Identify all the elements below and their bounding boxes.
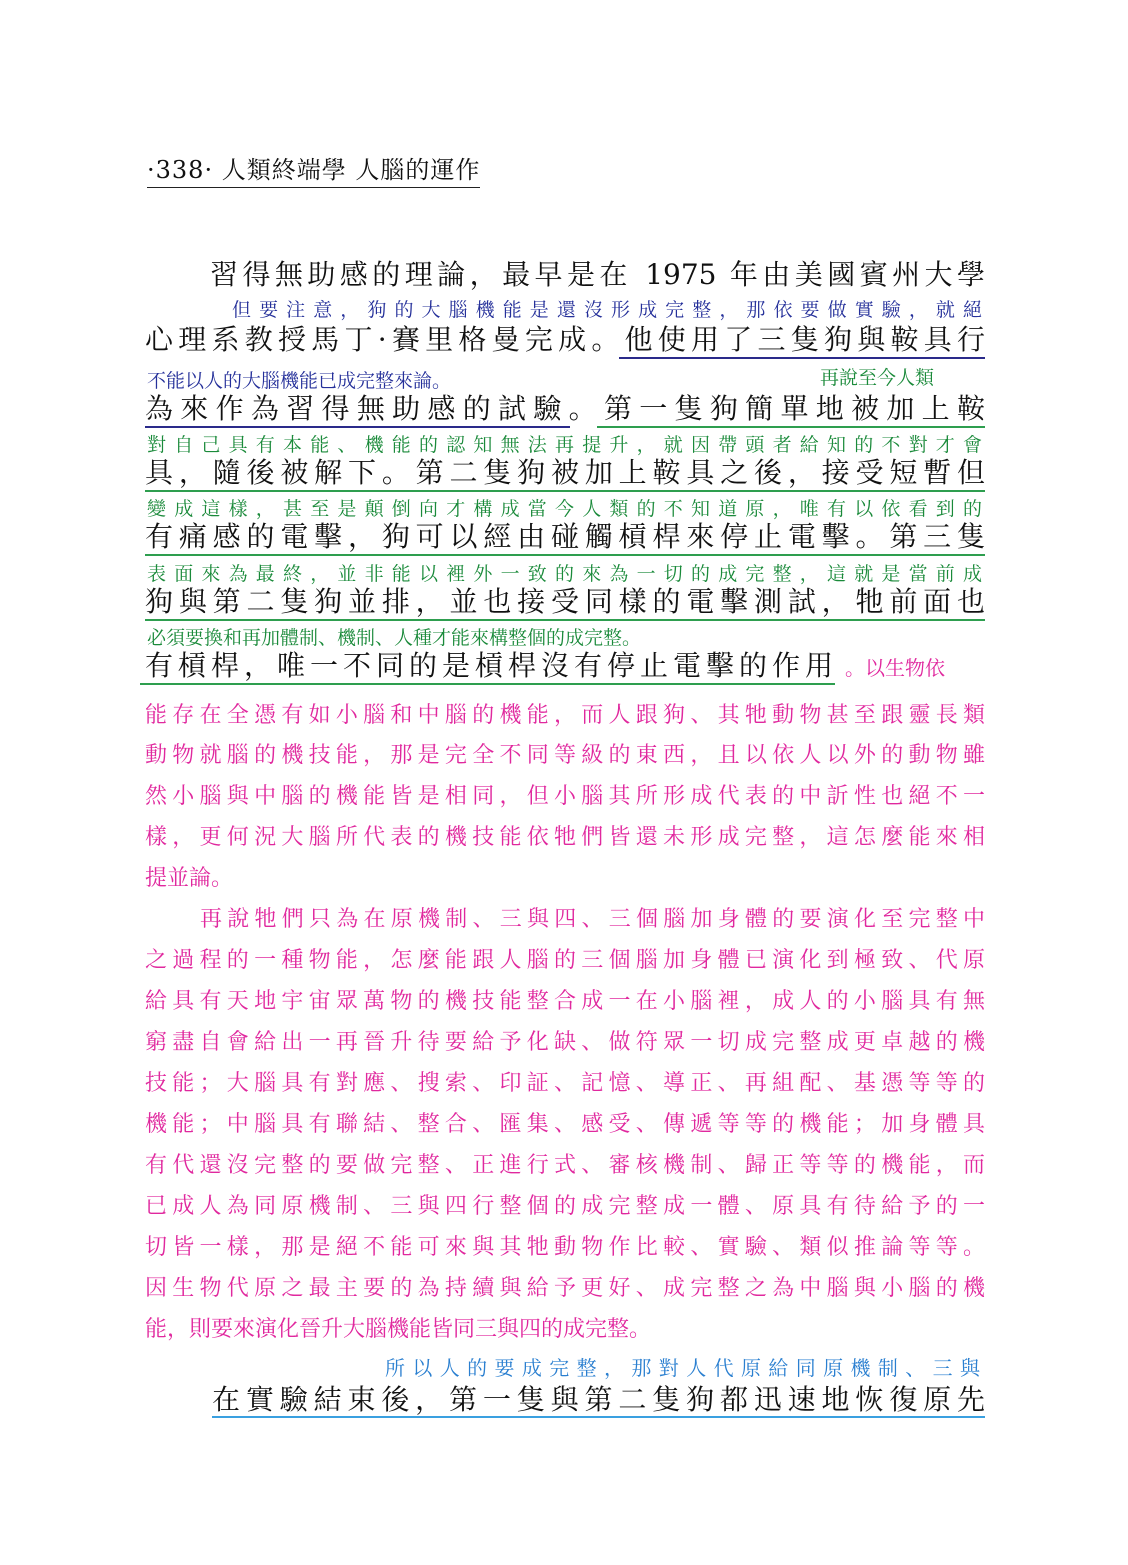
paragraph-line: 心理系教授馬丁·賽里格曼完成。他使用了三隻狗與鞍具行 — [145, 323, 985, 356]
underline-rule — [145, 619, 985, 621]
handwritten-note: 再說至今人類 — [820, 367, 935, 389]
handwritten-note: 。以生物依 — [845, 656, 945, 680]
note-line: 能，則要來演化晉升大腦機能皆同三與四的成完整。 — [145, 1317, 652, 1342]
paragraph-line: 習得無助感的理論，最早是在 1975 年由美國賓州大學 — [210, 258, 985, 291]
note-line: 之過程的一種物能，怎麼能跟人腦的三個腦加身體已演化到極致、代原 — [145, 948, 985, 973]
underline-rule — [145, 426, 570, 428]
handwritten-note: 對自己具有本能、機能的認知無法再提升，就因帶頭者給知的不對才會 — [147, 434, 982, 456]
underline-rule — [145, 490, 985, 492]
note-line: 然小腦與中腦的機能皆是相同，但小腦其所形成代表的中訢性也絕不一 — [145, 784, 985, 809]
note-line: 窮盡自會給出一再晉升待要給予化缺、做符眾一切成完整成更卓越的機 — [145, 1030, 985, 1055]
paragraph-line: 在實驗結束後，第一隻與第二隻狗都迅速地恢復原先 — [212, 1383, 985, 1416]
paragraph-line: 有痛感的電擊，狗可以經由碰觸槓桿來停止電擊。第三隻 — [145, 520, 985, 553]
handwritten-note: 但要注意，狗的大腦機能是還沒形成完整，那依要做實驗，就絕 — [232, 299, 982, 321]
note-line: 切皆一樣，那是絕不能可來與其牠動物作比較、實驗、類似推論等等。 — [145, 1235, 985, 1260]
note-line: 動物就腦的機技能，那是完全不同等級的東西，且以依人以外的動物雖 — [145, 743, 985, 768]
underline-rule — [212, 1416, 985, 1418]
paragraph-line: 狗與第二隻狗並排，並也接受同樣的電擊測試，牠前面也 — [145, 585, 985, 618]
handwritten-note: 表面來為最終，並非能以裡外一致的來為一切的成完整，這就是當前成 — [147, 563, 982, 585]
note-line: 提並論。 — [145, 866, 234, 891]
handwritten-note: 變成這樣，甚至是顛倒向才構成當今人類的不知道原，唯有以依看到的 — [147, 498, 982, 520]
note-line: 再說牠們只為在原機制、三與四、三個腦加身體的要演化至完整中 — [200, 907, 985, 932]
handwritten-note: 所以人的要成完整，那對人代原給同原機制、三與 — [385, 1356, 980, 1380]
underline-rule — [619, 357, 985, 359]
paragraph-line: 具，隨後被解下。第二隻狗被加上鞍具之後，接受短暫但 — [145, 456, 985, 489]
note-line: 樣，更何況大腦所代表的機技能依牠們皆還未形成完整，這怎麼能來相 — [145, 825, 985, 850]
paragraph-line: 為來作為習得無助感的試驗。第一隻狗簡單地被加上鞍 — [145, 392, 985, 425]
underline-rule — [140, 683, 835, 685]
note-line: 能存在全憑有如小腦和中腦的機能，而人跟狗、其牠動物甚至跟靈長類 — [145, 703, 985, 728]
paragraph-line: 有槓桿，唯一不同的是槓桿沒有停止電擊的作用 — [145, 649, 833, 682]
note-line: 給具有天地宇宙眾萬物的機技能整合成一在小腦裡，成人的小腦具有無 — [145, 989, 985, 1014]
note-line: 有代還沒完整的要做完整、正進行式、審核機制、歸正等等的機能，而 — [145, 1153, 985, 1178]
underline-rule — [145, 554, 985, 556]
underline-rule — [597, 426, 985, 428]
note-line: 技能；大腦具有對應、搜索、印証、記憶、導正、再組配、基憑等等的 — [145, 1071, 985, 1096]
handwritten-note: 必須要換和再加體制、機制、人種才能來構整個的成完整。 — [147, 627, 642, 649]
handwritten-note: 不能以人的大腦機能已成完整來論。 — [147, 370, 452, 392]
note-line: 已成人為同原機制、三與四行整個的成完整成一體、原具有待給予的一 — [145, 1194, 985, 1219]
note-line: 機能；中腦具有聯結、整合、匯集、感受、傳遞等等的機能；加身體具 — [145, 1112, 985, 1137]
note-line: 因生物代原之最主要的為持續與給予更好、成完整之為中腦與小腦的機 — [145, 1276, 985, 1301]
page-header: ·338· 人類終端學 人腦的運作 — [147, 150, 480, 188]
